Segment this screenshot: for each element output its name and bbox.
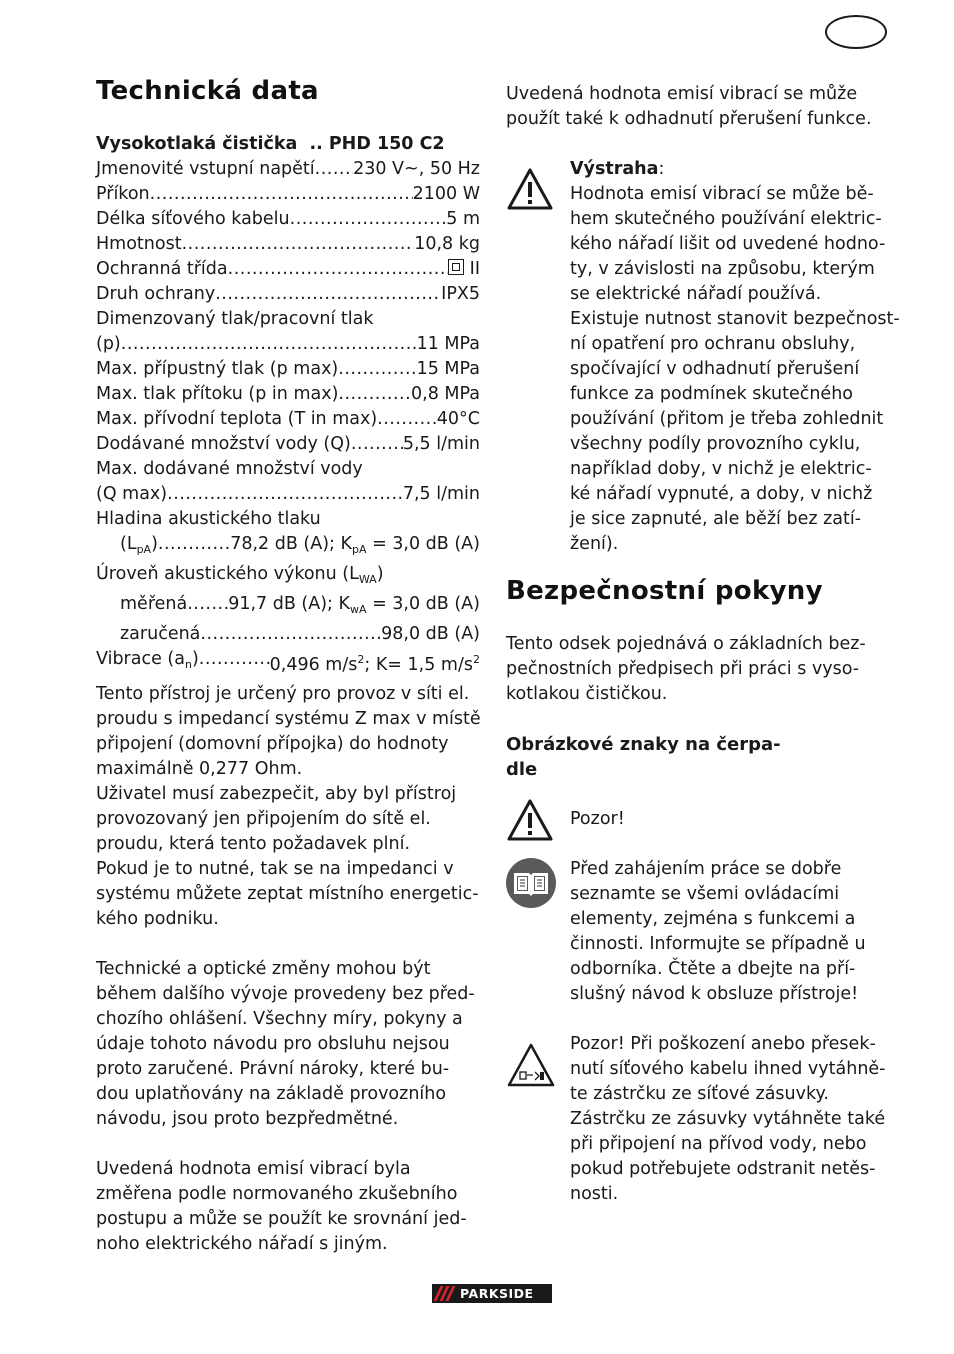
spec-row-max-pressure [96, 357, 480, 382]
leader-dots [121, 332, 417, 357]
spec-label [120, 532, 158, 562]
measured-value: 91,7 dB (A); K [228, 594, 350, 614]
spec-row-measured [96, 592, 480, 622]
text-line: proudu, která tento požadavek plní. [96, 834, 411, 854]
text-line: Před zahájením práce se dobře [570, 859, 842, 879]
text-line: Uvedená hodnota emisí vibrací se může [506, 84, 858, 104]
leader-dots [187, 592, 228, 622]
leader-dots [150, 182, 413, 207]
spec-value: 230 V~, 50 Hz [353, 159, 480, 179]
leader-dots [215, 282, 441, 307]
swl-close: ) [376, 564, 384, 584]
text-line: elementy, zejména s funkcemi a [570, 909, 856, 929]
warning-text [570, 182, 900, 557]
text-line: například doby, v nichž je elektric- [570, 459, 872, 479]
left-paragraph-changes [96, 957, 486, 1132]
spec-list [96, 132, 480, 678]
spec-row-weight [96, 232, 480, 257]
text-line: funkce za podmínek skutečného [570, 384, 853, 404]
text-line: Tento odsek pojednává o základních bez- [506, 634, 866, 654]
leader-dots [351, 432, 403, 457]
warning-title: Výstraha [570, 159, 659, 179]
spec-label: Délka síťového kabelu [96, 209, 290, 229]
spec-label: Příkon [96, 184, 150, 204]
unplug-warning-icon [506, 1042, 556, 1088]
text-line: Tento přístroj je určený pro provoz v síti el. [96, 684, 470, 704]
spl-value: 78,2 dB (A); K [230, 534, 352, 554]
text-line: ní opatření pro ochranu obsluhy, [570, 334, 856, 354]
text-line: spočívající v odhadnutí přerušení [570, 359, 860, 379]
spec-row-max-flow [96, 482, 480, 507]
spl-k-value: = 3,0 dB (A) [372, 534, 480, 554]
symbols-title [506, 732, 886, 782]
text-line: dou uplatňovány na základě provozního [96, 1084, 447, 1104]
leader-dots [290, 207, 447, 232]
spec-row-guaranteed [96, 622, 480, 647]
text-line: systému můžete zeptat místního energetic- [96, 884, 479, 904]
spec-label: Max. přívodní teplota (T in max) [96, 409, 378, 429]
text-line: Technické a optické změny mohou být [96, 959, 431, 979]
spec-heading-model: .. PHD 150 C2 [309, 134, 445, 154]
spec-value: 40°C [436, 409, 480, 429]
spec-value: 15 MPa [416, 359, 480, 379]
spec-row-inlet-temp [96, 407, 480, 432]
leader-dots [182, 232, 415, 257]
text-line: pokud potřebujete odstranit netěs- [570, 1159, 876, 1179]
spec-row-pressure [96, 332, 480, 357]
spec-label: Dodávané množství vody (Q) [96, 434, 351, 454]
spec-heading-label: Vysokotlaká čistička [96, 134, 298, 154]
leader-dots [167, 482, 403, 507]
text-line: žení). [570, 534, 619, 554]
spec-max-flow-label-line: Max. dodávané množství vody [96, 459, 363, 479]
measured-k-sub: wA [349, 603, 367, 616]
spec-row-class [96, 257, 480, 282]
logo-stripes [432, 1284, 460, 1303]
spec-value: 5,5 l/min [402, 434, 480, 454]
text-line: Pozor! [570, 809, 625, 829]
text-line: maximálně 0,277 Ohm. [96, 759, 303, 779]
text-line: Zástrčku ze zásuvky vytáhněte také [570, 1109, 886, 1129]
spec-value [448, 257, 480, 282]
text-line: nosti. [570, 1184, 619, 1204]
left-paragraph-impedance [96, 682, 486, 932]
text-line: změřena podle normovaného zkušebního [96, 1184, 458, 1204]
symbol-unplug-text [570, 1032, 900, 1207]
spec-row-inlet-pressure [96, 382, 480, 407]
swl-sub: WA [358, 573, 377, 586]
spec-value: 2100 W [412, 184, 480, 204]
text-line: chozího ohlášení. Všechny míry, pokyny a [96, 1009, 463, 1029]
left-paragraph-vibration [96, 1157, 486, 1257]
spl-sub: pA [136, 543, 152, 556]
spec-label: měřená [120, 594, 188, 614]
spl-l: (L [120, 534, 137, 554]
spl-k-sub: pA [351, 543, 367, 556]
spec-value: 98,0 dB (A) [381, 624, 480, 644]
leader-dots [199, 647, 270, 678]
spec-label: Max. přípustný tlak (p max) [96, 359, 339, 379]
right-intro [506, 82, 896, 132]
text-line: všechny podíly provozního cyklu, [570, 434, 861, 454]
spec-label: (p) [96, 334, 121, 354]
leader-dots [158, 532, 230, 562]
spec-label: zaručená [120, 624, 201, 644]
spec-spl-label-line: Hladina akustického tlaku [96, 509, 321, 529]
symbol-manual-text [570, 857, 900, 1007]
spec-value: IPX5 [441, 284, 480, 304]
spec-label: Jmenovité vstupní napětí [96, 159, 315, 179]
vib-close: ) [191, 649, 199, 669]
text-line: postupu a může se použít ke srovnání jed- [96, 1209, 467, 1229]
vib-label: Vibrace (a [96, 649, 185, 669]
text-line: nutí síťového kabelu ihned vytáhně- [570, 1059, 886, 1079]
spec-swl-label-line [96, 562, 480, 592]
spec-value [228, 592, 480, 622]
text-line: Pozor! Při poškození anebo přesek- [570, 1034, 876, 1054]
leader-dots [338, 357, 416, 382]
spec-row-vibration [96, 647, 480, 678]
text-line: kého podniku. [96, 909, 219, 929]
text-line: činnosti. Informujte se případně u [570, 934, 866, 954]
text-line: Uživatel musí zabezpečit, aby byl přístroj [96, 784, 457, 804]
vib-k: ; K= 1,5 m/s [364, 655, 473, 675]
text-line: Hodnota emisí vibrací se může bě- [570, 184, 874, 204]
spec-label: Ochranná třída [96, 259, 228, 279]
text-line: kotlakou čističkou. [506, 684, 668, 704]
spec-value [270, 647, 480, 678]
spec-row-flow [96, 432, 480, 457]
language-badge [825, 15, 887, 49]
text-line: během dalšího vývoje provedeny bez před- [96, 984, 475, 1004]
page-title: Technická data [96, 76, 319, 106]
vib-sub: n [184, 658, 192, 671]
text-line: proto zaručené. Právní nároky, které bu- [96, 1059, 450, 1079]
leader-dots [377, 407, 437, 432]
spec-label [96, 647, 199, 678]
text-line: kého nářadí lišit od uvedené hodno- [570, 234, 886, 254]
double-insulation-icon [448, 259, 464, 275]
spec-label: (Q max) [96, 484, 168, 504]
spec-value: 10,8 kg [414, 234, 480, 254]
symbols-title-line2: dle [506, 759, 538, 780]
safety-intro [506, 632, 896, 707]
text-line: návodu, jsou proto bezpředmětné. [96, 1109, 399, 1129]
spec-row-ip [96, 282, 480, 307]
spec-value [230, 532, 480, 562]
text-line: proudu s impedancí systému Z max v místě [96, 709, 481, 729]
spec-row-cable [96, 207, 480, 232]
text-line: se elektrické nářadí používá. [570, 284, 822, 304]
class-value: II [469, 259, 480, 279]
spec-pressure-label-line: Dimenzovaný tlak/pracovní tlak [96, 309, 374, 329]
text-line: slušný návod k obsluze přístroje! [570, 984, 859, 1004]
symbol-attention-text [570, 807, 900, 832]
text-line: připojení (domovní přípojka) do hodnoty [96, 734, 449, 754]
text-line: te zástrčku ze síťové zásuvky. [570, 1084, 829, 1104]
read-manual-icon [505, 857, 557, 909]
spec-value: 5 m [446, 209, 480, 229]
text-line: noho elektrického nářadí s jiným. [96, 1234, 388, 1254]
attention-triangle-icon [506, 798, 554, 842]
spec-value: 7,5 l/min [402, 484, 480, 504]
spec-row-spl [96, 532, 480, 562]
vib-sup: 2 [357, 653, 365, 666]
text-line: použít také k odhadnutí přerušení funkce. [506, 109, 872, 129]
symbols-title-line1: Obrázkové znaky na čerpa- [506, 734, 781, 755]
vib-k-sup: 2 [473, 653, 480, 666]
text-line: je sice zapnuté, ale běží bez zatí- [570, 509, 862, 529]
spec-value: 0,8 MPa [411, 384, 480, 404]
swl-label: Úroveň akustického výkonu (L [96, 564, 359, 584]
warning-triangle-icon [506, 167, 554, 211]
safety-title: Bezpečnostní pokyny [506, 576, 823, 606]
parkside-logo [432, 1284, 552, 1303]
spec-value: 11 MPa [416, 334, 480, 354]
leader-dots [338, 382, 411, 407]
text-line: pečnostních předpisech při práci s vyso- [506, 659, 860, 679]
text-line: při připojení na přívod vody, nebo [570, 1134, 867, 1154]
text-line: ké nářadí vypnuté, a doby, v nichž [570, 484, 873, 504]
text-line: hem skutečného používání elektric- [570, 209, 882, 229]
text-line: údaje tohoto návodu pro obsluhu nejsou [96, 1034, 450, 1054]
text-line: používání (přitom je třeba zohlednit [570, 409, 884, 429]
warning-colon: : [658, 159, 665, 179]
leader-dots [315, 157, 353, 182]
text-line: Pokud je to nutné, tak se na impedanci v [96, 859, 454, 879]
vib-value: 0,496 m/s [269, 655, 358, 675]
spec-label: Hmotnost [96, 234, 182, 254]
spl-close: ) [151, 534, 158, 554]
spec-row-power [96, 182, 480, 207]
text-line: seznamte se všemi ovládacími [570, 884, 840, 904]
spec-label: Druh ochrany [96, 284, 216, 304]
leader-dots [200, 622, 381, 647]
spec-row-voltage [96, 157, 480, 182]
measured-k-value: = 3,0 dB (A) [372, 594, 480, 614]
text-line: Uvedená hodnota emisí vibrací byla [96, 1159, 411, 1179]
spec-label: Max. tlak přítoku (p in max) [96, 384, 339, 404]
text-line: odborníka. Čtěte a dbejte na pří- [570, 959, 856, 979]
text-line: provozovaný jen připojením do sítě el. [96, 809, 431, 829]
logo-text: PARKSIDE [460, 1286, 534, 1301]
spec-heading [96, 132, 480, 157]
warning-block [570, 157, 900, 557]
text-line: Existuje nutnost stanovit bezpečnost- [570, 309, 900, 329]
text-line: ty, v závislosti na způsobu, kterým [570, 259, 875, 279]
leader-dots [228, 257, 448, 282]
